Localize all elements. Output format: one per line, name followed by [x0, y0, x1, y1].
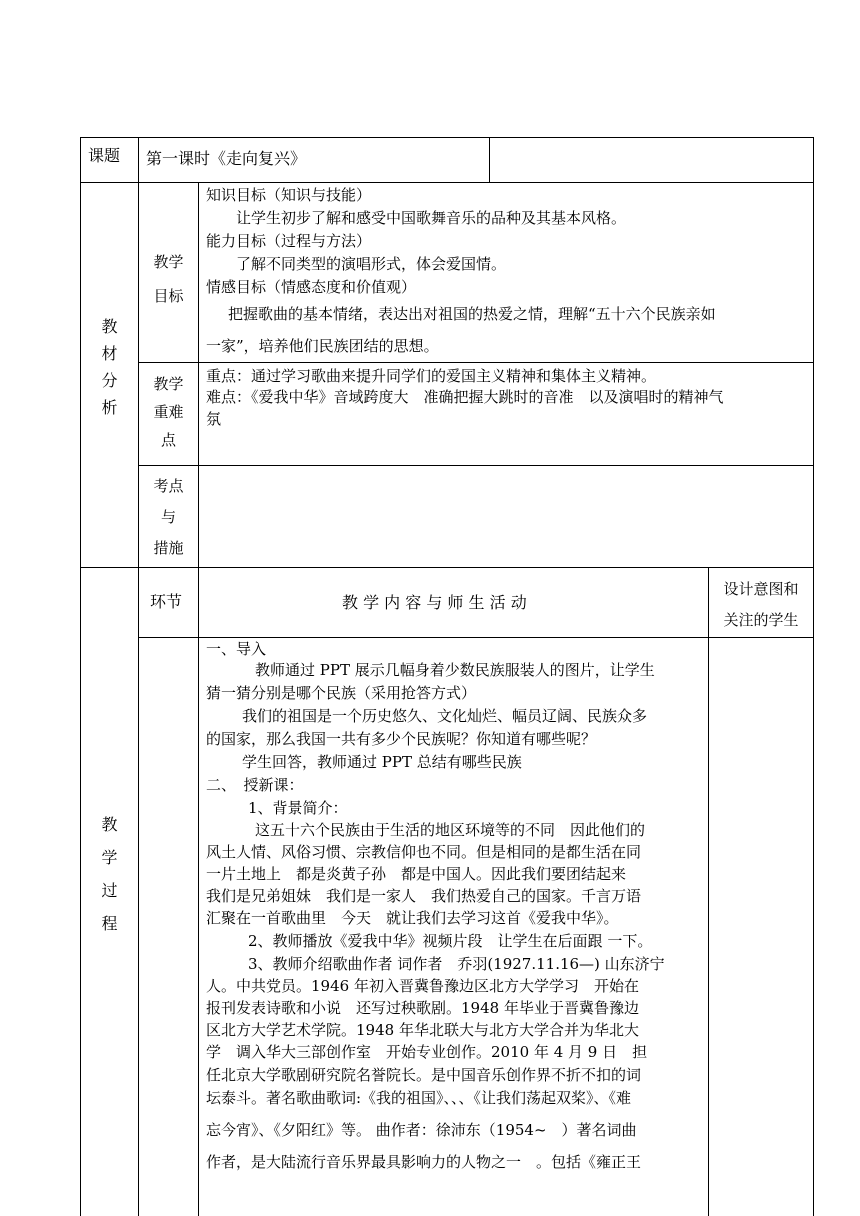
key-points-label — [139, 370, 198, 454]
content-column-header: 教 学 内 容 与 师 生 活 动 — [342, 593, 527, 612]
lesson-title: 第一课时《走向复兴》 — [146, 149, 307, 168]
content-line: 教师通过 PPT 展示几幅身着少数民族服装人的图片，让学生 — [255, 661, 655, 679]
design-column-header — [709, 574, 813, 636]
content-line: 区北方大学艺术学院。1948 年华北联大与北方大学合并为华北大 — [206, 1021, 639, 1039]
rule — [80, 137, 81, 1216]
key-point-line: 氛 — [206, 410, 222, 428]
rule — [138, 362, 814, 363]
label-line: 重难 — [153, 403, 184, 421]
content-line: 一、导入 — [206, 640, 267, 658]
label-line: 点 — [160, 431, 176, 449]
rule — [813, 137, 814, 1216]
content-line: 汇聚在一首歌曲里 今天 就让我们去学习这首《爱我中华》。 — [206, 909, 619, 927]
content-line: 我们是兄弟姐妹 我们是一家人 我们热爱自己的国家。千言万语 — [206, 887, 642, 905]
content-line: 任北京大学歌剧研究院名誉院长。是中国音乐创作界不折不扣的词 — [206, 1066, 642, 1084]
label-char: 教 — [101, 317, 118, 336]
process-section-label — [81, 808, 138, 940]
objective-line: 能力目标（过程与方法） — [206, 232, 372, 250]
label-line: 设计意图和 — [723, 580, 799, 598]
label-line: 目标 — [153, 287, 184, 305]
rule — [138, 465, 814, 466]
key-point-line: 难点：《爱我中华》音域跨度大 准确把握大跳时的音准 以及演唱时的精神气 — [206, 388, 724, 406]
content-line: 的国家，那么我国一共有多少个民族呢？你知道有哪些呢？ — [206, 730, 597, 748]
label-char: 程 — [101, 914, 118, 933]
step-column-header: 环节 — [150, 592, 183, 611]
label-char: 教 — [101, 815, 118, 834]
content-line: 学 调入华大三部创作室 开始专业创作。2010 年 4 月 9 日 担 — [206, 1043, 648, 1061]
label-char: 材 — [101, 344, 118, 363]
content-line: 猜一猜分别是哪个民族（采用抢答方式） — [206, 684, 477, 702]
content-line: 一片土地上 都是炎黄子孙 都是中国人。因此我们要团结起来 — [206, 865, 627, 883]
content-line: 1、背景简介： — [248, 799, 348, 817]
label-char: 分 — [101, 371, 118, 390]
subject-label: 课题 — [88, 146, 121, 165]
content-line: 3、教师介绍歌曲作者 词作者 乔羽(1927.11.16—) 山东济宁 — [248, 955, 665, 973]
objectives-label — [139, 245, 198, 313]
rule — [80, 182, 814, 183]
label-line: 教学 — [153, 253, 184, 271]
rule — [138, 637, 814, 638]
objective-line: 了解不同类型的演唱形式，体会爱国情。 — [236, 255, 507, 273]
objective-line: 一家”，培养他们民族团结的思想。 — [206, 337, 439, 355]
label-line: 与 — [160, 508, 176, 526]
content-line: 作者，是大陆流行音乐界最具影响力的人物之一 。包括《雍正王 — [206, 1153, 642, 1171]
key-point-line: 重点：通过学习歌曲来提升同学们的爱国主义精神和集体主义精神。 — [206, 367, 657, 385]
analysis-section-label — [81, 313, 138, 421]
content-line: 人。中共党员。1946 年初入晋冀鲁豫边区北方大学学习 开始在 — [206, 977, 639, 995]
rule — [80, 137, 814, 138]
objective-line: 让学生初步了解和感受中国歌舞音乐的品种及其基本风格。 — [236, 209, 627, 227]
objective-line: 把握歌曲的基本情绪，表达出对祖国的热爱之情，理解“五十六个民族亲如 — [228, 305, 716, 323]
content-line: 二、 授新课： — [206, 776, 304, 794]
label-char: 析 — [101, 398, 118, 417]
objective-line: 情感目标（情感态度和价值观） — [206, 278, 417, 296]
rule — [198, 182, 199, 1216]
label-line: 考点 — [153, 477, 184, 495]
content-line: 忘今宵》、《夕阳红》等。 曲作者：徐沛东（1954~ ）著名词曲 — [206, 1121, 637, 1139]
content-line: 我们的祖国是一个历史悠久、文化灿烂、幅员辽阔、民族众多 — [242, 707, 648, 725]
content-line: 2、教师播放《爱我中华》视频片段 让学生在后面跟 一下。 — [248, 932, 653, 950]
label-line: 措施 — [153, 539, 184, 557]
content-line: 坛泰斗。著名歌曲歌词:《我的祖国》、、、《让我们荡起双桨》、《难 — [206, 1089, 632, 1107]
label-line: 教学 — [153, 375, 184, 393]
rule — [489, 137, 490, 182]
objective-line: 知识目标（知识与技能） — [206, 186, 372, 204]
content-line: 风土人情、风俗习惯、宗教信仰也不同。但是相同的是都生活在同 — [206, 843, 642, 861]
content-line: 这五十六个民族由于生活的地区环境等的不同 因此他们的 — [255, 821, 646, 839]
exam-label — [139, 471, 198, 564]
rule — [80, 567, 814, 568]
label-line: 关注的学生 — [723, 611, 799, 629]
label-char: 学 — [101, 848, 118, 867]
content-line: 报刊发表诗歌和小说 还写过秧歌剧。1948 年毕业于晋冀鲁豫边 — [206, 999, 639, 1017]
rule — [708, 567, 709, 1216]
content-line: 学生回答，教师通过 PPT 总结有哪些民族 — [242, 753, 522, 771]
label-char: 过 — [101, 881, 118, 900]
